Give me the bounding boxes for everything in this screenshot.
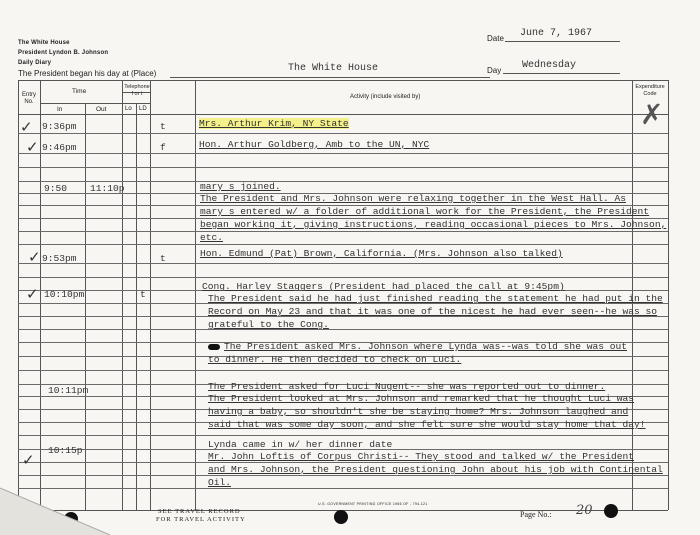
entry-line: Mr. John Loftis of Corpus Christi-- They stood and talked w/ the President — [208, 451, 635, 462]
check-mark-icon: ✓ — [22, 451, 35, 469]
entry-line: The President asked Mrs. Johnson where Lynda was--was told she was out — [224, 341, 628, 352]
check-mark-icon: ✓ — [20, 118, 33, 136]
entry-line: Hon. Edmund (Pat) Brown, California. (Mrs. Johnson also talked) — [200, 248, 563, 259]
travel-record-line-2: FOR TRAVEL ACTIVITY — [156, 516, 246, 523]
place-value: The White House — [288, 63, 379, 74]
page-label: Page No.: — [520, 510, 552, 519]
entry-time-in: 9:50 — [44, 183, 68, 194]
entry-line: and Mrs. Johnson, the President questioning John about his job with Continental — [208, 464, 663, 475]
org-line-2: President Lyndon B. Johnson — [18, 50, 109, 56]
entry-time-in: 9:53pm — [42, 253, 77, 264]
punch-hole-icon — [604, 504, 618, 518]
entry-time-in: 10:15p — [48, 445, 83, 456]
entry-line: Mrs. Arthur Krim, NY State — [199, 118, 349, 129]
expenditure-x-mark-icon: ✗ — [640, 98, 664, 131]
entry-time-in: 10:10pm — [44, 289, 85, 300]
entry-line: to dinner. He then decided to check on Luci. — [208, 354, 462, 365]
check-mark-icon: ✓ — [26, 285, 39, 303]
printer-imprint: U.S. GOVERNMENT PRINTING OFFICE 1966 OF - 794-121 — [318, 502, 428, 506]
entry-line: Hon. Arthur Goldberg, Amb to the UN, NYC — [199, 139, 430, 150]
entry-line: grateful to the Cong. — [208, 319, 329, 330]
entry-time-in: 10:11pm — [48, 385, 89, 396]
col-telephone: Telephone f or t — [124, 84, 150, 97]
page-curl-shadow — [0, 480, 140, 535]
col-lo: Lo — [125, 106, 132, 112]
entry-line: Lynda came in w/ her dinner date — [208, 439, 393, 450]
check-mark-icon: ✓ — [26, 138, 39, 156]
entry-ld: t — [160, 121, 166, 132]
entry-line: The President asked for Luci Nugent-- she was reported out to dinner. — [208, 381, 606, 392]
col-ld: LD — [139, 106, 147, 112]
org-line-3: Daily Diary — [18, 60, 52, 66]
punch-hole-icon — [334, 510, 348, 524]
entry-lo: t — [140, 289, 146, 300]
col-expenditure: Expenditure Code — [635, 84, 665, 97]
day-label: Day — [487, 66, 502, 75]
org-line-1: The White House — [18, 40, 70, 46]
check-mark-icon: ✓ — [28, 248, 41, 266]
col-activity: Activity (include visited by) — [350, 94, 421, 100]
entry-line: The President and Mrs. Johnson were relaxing together in the West Hall. As — [200, 193, 627, 204]
col-in: In — [57, 106, 63, 113]
entry-line: began working it, giving instructions, reading occasional pieces to Mrs. Johnson, — [200, 219, 667, 230]
day-value: Wednesday — [522, 60, 577, 71]
began-label: The President began his day at (Place) — [18, 69, 157, 78]
entry-line: mary s entered w/ a folder of additional work for the President, the President — [200, 206, 650, 217]
entry-line: etc. — [200, 232, 224, 243]
page-value: 20 — [576, 503, 593, 518]
ink-blot — [208, 344, 220, 350]
col-out: Out — [96, 106, 107, 113]
entry-line: said that was some day soon, and she felt sure she would stay home that day! — [208, 419, 646, 430]
entry-line: Oil. — [208, 477, 232, 488]
col-entry: Entry No. — [21, 92, 36, 105]
entry-ld: t — [160, 253, 166, 264]
entry-line: Cong. Harley Staggers (President had placed the call at 9:45pm) — [202, 281, 565, 292]
entry-line: Record on May 23 and that it was one of the nicest he had ever seen--he was so — [208, 306, 658, 317]
entry-time-out: 11:10p — [90, 183, 125, 194]
entry-line: mary s joined. — [200, 181, 281, 192]
date-label: Date — [487, 34, 504, 43]
entry-time-in: 9:36pm — [42, 121, 77, 132]
travel-record-line-1: SEE TRAVEL RECORD — [158, 508, 241, 515]
date-value: June 7, 1967 — [520, 28, 593, 39]
col-time: Time — [72, 88, 87, 95]
entry-line: The President said he had just finished reading the statement he had put in the — [208, 293, 663, 304]
entry-line: The President looked at Mrs. Johnson and remarked that he thought Luci was — [208, 393, 635, 404]
entry-time-in: 9:46pm — [42, 142, 77, 153]
entry-line: having a baby, so shouldn't she be staying home? Mrs. Johnson laughed and — [208, 406, 629, 417]
entry-ld: f — [160, 142, 166, 153]
